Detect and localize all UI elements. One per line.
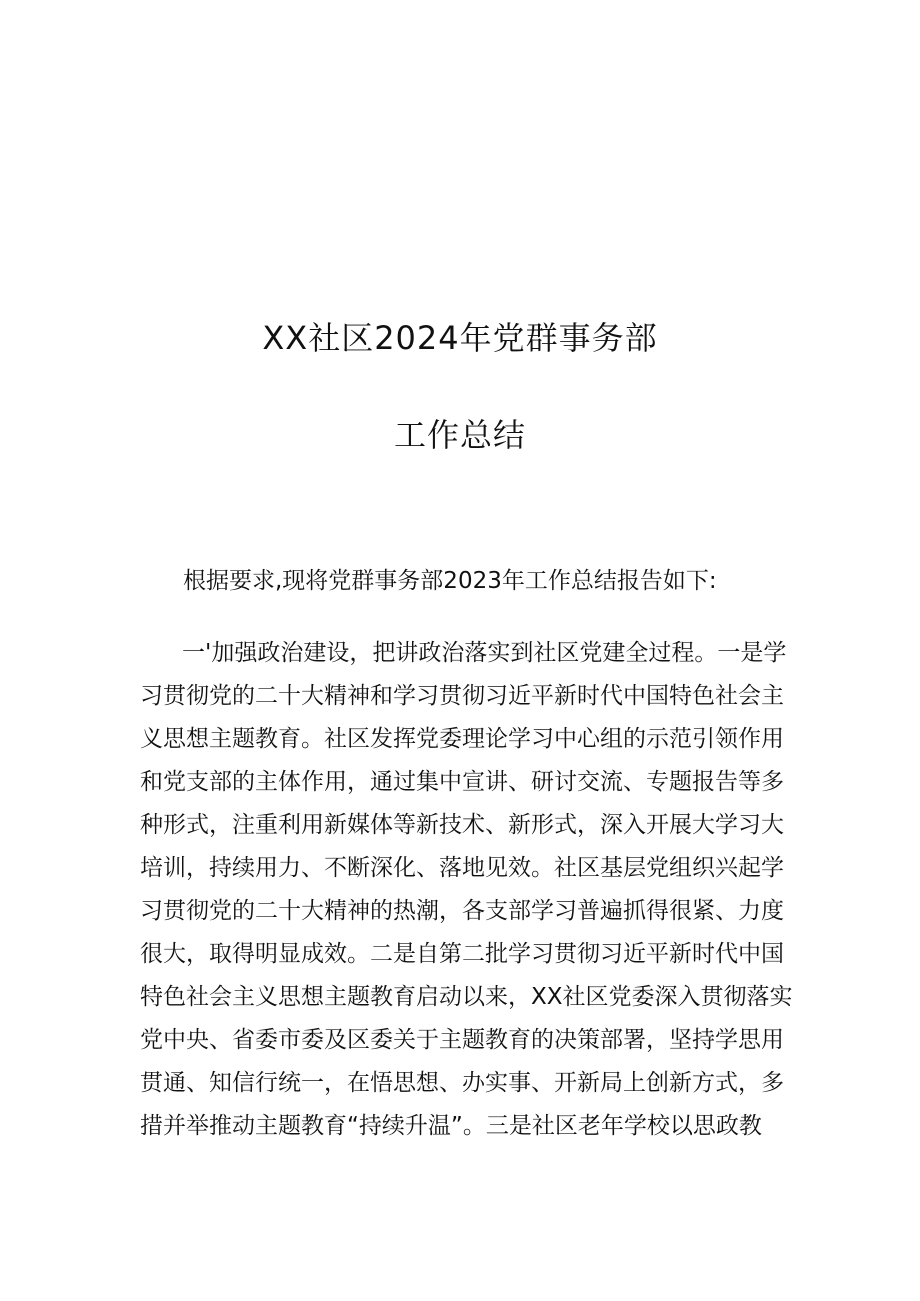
body-line: 很大，取得明显成效。二是自第二批学习贯彻习近平新时代中国 bbox=[140, 941, 784, 967]
body-line: 措并举推动主题教育“持续升温”。三是社区老年学校以思政教 bbox=[140, 1113, 762, 1139]
body-line: 义思想主题教育。社区发挥党委理论学习中心组的示范引领作用 bbox=[140, 726, 784, 752]
body-line: 党中央、省委市委及区委关于主题教育的决策部署，坚持学思用 bbox=[140, 1027, 784, 1053]
body-line: 特色社会主义思想主题教育启动以来，XX社区党委深入贯彻落实 bbox=[140, 984, 793, 1010]
intro-paragraph: 根据要求,现将党群事务部2023年工作总结报告如下: bbox=[183, 568, 717, 594]
body-line: 种形式，注重利用新媒体等新技术、新形式，深入开展大学习大 bbox=[140, 812, 784, 838]
body-line: 一'加强政治建设，把讲政治落实到社区党建全过程。一是学 bbox=[182, 640, 787, 666]
body-paragraph bbox=[140, 632, 793, 1148]
body-line: 培训，持续用力、不断深化、落地见效。社区基层党组织兴起学 bbox=[140, 855, 784, 881]
body-line: 习贯彻党的二十大精神和学习贯彻习近平新时代中国特色社会主 bbox=[140, 683, 784, 709]
document-title-line-2: 工作总结 bbox=[393, 416, 526, 454]
body-line: 习贯彻党的二十大精神的热潮，各支部学习普遍抓得很紧、力度 bbox=[140, 898, 784, 924]
body-line: 和党支部的主体作用，通过集中宣讲、研讨交流、专题报告等多 bbox=[140, 769, 784, 795]
body-line: 贯通、知信行统一，在悟思想、办实事、开新局上创新方式，多 bbox=[140, 1070, 784, 1096]
document-title-line-1: XX社区2024年党群事务部 bbox=[262, 319, 658, 357]
